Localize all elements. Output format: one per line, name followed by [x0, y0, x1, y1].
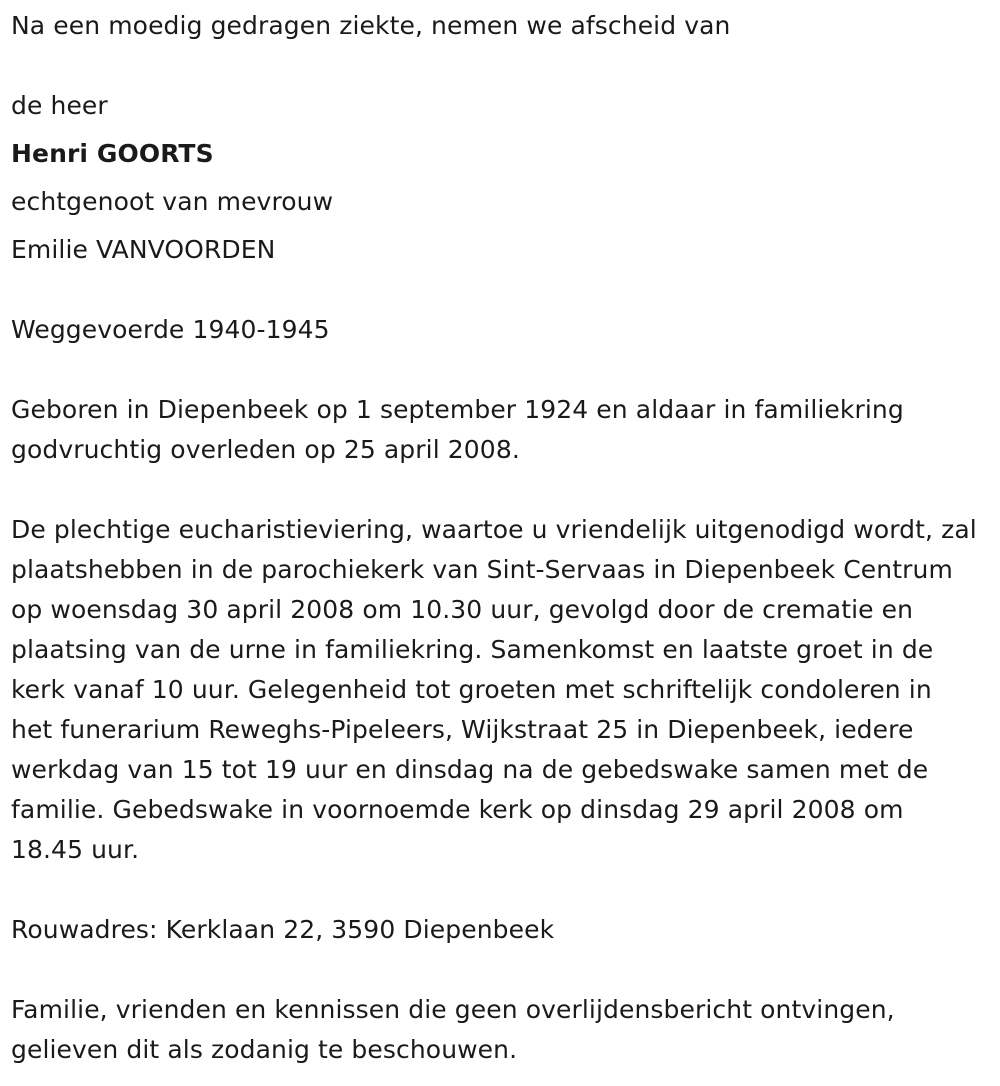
intro-text: Na een moedig gedragen ziekte, nemen we afscheid van [11, 11, 731, 40]
closing-paragraph: Familie, vrienden en kennissen die geen overlijdensbericht ontvingen, gelieven dit als zodanig te beschouwen. [11, 995, 895, 1064]
mourning-address: Rouwadres: Kerklaan 22, 3590 Diepenbeek [11, 915, 555, 944]
deceased-name: Henri GOORTS [11, 139, 214, 168]
ceremony-paragraph: De plechtige eucharistieviering, waartoe u vriendelijk uitgenodigd wordt, zal plaatshebben in de parochiekerk van Sint-Servaas in Diepenbeek Centrum op woensdag 30 april 2008 om 10.30 uur, gevolgd door de crematie en plaatsing van de urne in familiekring. Samenkomst en laatste groet in de kerk vanaf 10 uur. Gelegenheid tot groeten met schriftelijk condoleren in het funerarium Reweghs-Pipeleers, Wijkstraat 25 in Diepenbeek, iedere werkdag van 15 tot 19 uur en dinsdag na de gebedswake samen met de familie. Gebedswake in voornoemde kerk op dinsdag 29 april 2008 om 18.45 uur. [11, 515, 977, 864]
birth-death-paragraph: Geboren in Diepenbeek op 1 september 1924 en aldaar in familiekring godvruchtig overleden op 25 april 2008. [11, 395, 904, 464]
deportation-note: Weggevoerde 1940-1945 [11, 315, 330, 344]
spouse-name: Emilie VANVOORDEN [11, 235, 276, 264]
spouse-intro-text: echtgenoot van mevrouw [11, 187, 334, 216]
salutation-text: de heer [11, 91, 108, 120]
